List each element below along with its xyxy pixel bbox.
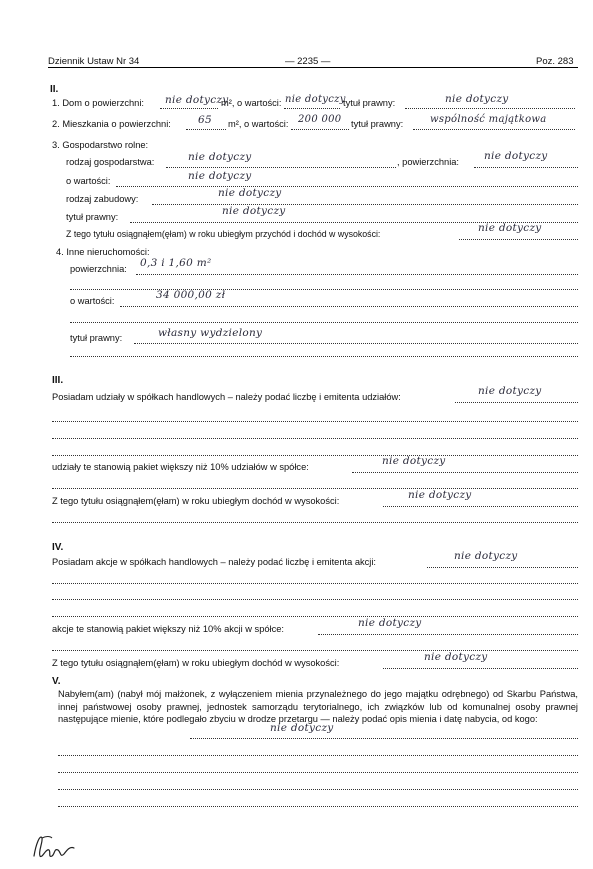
flat-area-line bbox=[186, 129, 226, 130]
flat-value-line bbox=[291, 129, 349, 130]
other-value-value: 34 000,00 zł bbox=[156, 289, 226, 301]
stocks-line-2 bbox=[52, 583, 578, 584]
acquisition-line-3 bbox=[58, 772, 578, 773]
flat-title-line bbox=[413, 129, 575, 130]
farm-type-line bbox=[166, 167, 396, 168]
farm-value-label: o wartości: bbox=[66, 176, 111, 186]
other-area-value: 0,3 i 1,60 m² bbox=[140, 257, 212, 269]
house-value-line bbox=[284, 108, 340, 109]
house-area-label: 1. Dom o powierzchni: bbox=[52, 98, 144, 108]
flat-value-label: m², o wartości: bbox=[228, 119, 289, 129]
farm-income-line bbox=[459, 239, 578, 240]
header-rule bbox=[48, 67, 578, 68]
page-number: — 2235 — bbox=[285, 56, 331, 67]
section-iii-heading: III. bbox=[52, 375, 64, 386]
acquisition-line-2 bbox=[58, 755, 578, 756]
shares-pkg-line bbox=[352, 472, 578, 473]
other-area-line bbox=[136, 274, 578, 275]
acquisition-value: nie dotyczy bbox=[270, 722, 334, 734]
farm-value-line bbox=[116, 186, 578, 187]
house-area-line bbox=[160, 108, 218, 109]
shares-pkg-label: udziały te stanowią pakiet większy niż 10% udziałów w spółce: bbox=[52, 462, 309, 472]
section-ii-heading: II. bbox=[50, 84, 59, 95]
farm-value-value: nie dotyczy bbox=[188, 170, 252, 182]
shares-line bbox=[455, 402, 578, 403]
other-value-line bbox=[120, 306, 578, 307]
shares-pkg-line-2 bbox=[52, 488, 578, 489]
other-title-line-2 bbox=[70, 356, 578, 357]
other-value-label: o wartości: bbox=[70, 296, 115, 306]
shares-pkg-value: nie dotyczy bbox=[382, 455, 446, 467]
house-value-value: nie dotyczy bbox=[285, 94, 346, 105]
other-area-line-2 bbox=[70, 289, 578, 290]
farm-area-label: , powierzchnia: bbox=[397, 157, 460, 167]
farm-build-value: nie dotyczy bbox=[218, 187, 282, 199]
stocks-value: nie dotyczy bbox=[454, 550, 518, 562]
house-value-label: m², o wartości: bbox=[221, 98, 282, 108]
journal-title: Dziennik Ustaw Nr 34 bbox=[48, 56, 140, 67]
farm-area-value: nie dotyczy bbox=[484, 150, 548, 162]
acquisition-line-5 bbox=[58, 806, 578, 807]
stocks-pkg-value: nie dotyczy bbox=[358, 617, 422, 629]
flat-value-value: 200 000 bbox=[298, 114, 342, 125]
other-value-line-2 bbox=[70, 322, 578, 323]
other-title-label: tytuł prawny: bbox=[70, 333, 123, 343]
farm-title-label: tytuł prawny: bbox=[66, 212, 119, 222]
stocks-line bbox=[427, 567, 578, 568]
other-heading: 4. Inne nieruchomości: bbox=[56, 247, 150, 257]
stocks-pkg-line-2 bbox=[52, 650, 578, 651]
shares-line-3 bbox=[52, 438, 578, 439]
shares-income-value: nie dotyczy bbox=[408, 489, 472, 501]
shares-income-label: Z tego tytułu osiągnąłem(ęłam) w roku ubiegłym dochód w wysokości: bbox=[52, 496, 340, 506]
stocks-line-3 bbox=[52, 599, 578, 600]
farm-area-line bbox=[474, 167, 578, 168]
signature bbox=[30, 828, 80, 869]
position-number: Poz. 283 bbox=[536, 56, 574, 67]
farm-income-label: Z tego tytułu osiągnąłem(ęłam) w roku ubiegłym przychód i dochód w wysokości: bbox=[66, 229, 381, 239]
farm-type-value: nie dotyczy bbox=[188, 151, 252, 163]
shares-income-line bbox=[383, 506, 578, 507]
house-title-label: tytuł prawny: bbox=[343, 98, 396, 108]
house-title-value: nie dotyczy bbox=[445, 93, 509, 105]
farm-title-value: nie dotyczy bbox=[222, 205, 286, 217]
farm-heading: 3. Gospodarstwo rolne: bbox=[52, 140, 149, 150]
flat-area-label: 2. Mieszkania o powierzchni: bbox=[52, 119, 171, 129]
farm-type-label: rodzaj gospodarstwa: bbox=[66, 157, 155, 167]
stocks-income-line bbox=[383, 668, 578, 669]
shares-line-2 bbox=[52, 421, 578, 422]
stocks-label: Posiadam akcje w spółkach handlowych – należy podać liczbę i emitenta akcji: bbox=[52, 557, 377, 567]
section-iv-heading: IV. bbox=[52, 542, 64, 553]
flat-area-value: 65 bbox=[198, 114, 212, 126]
stocks-pkg-line bbox=[318, 634, 578, 635]
flat-title-value: wspólność majątkowa bbox=[430, 114, 547, 125]
acquisition-text: Nabyłem(am) (nabył mój małżonek, z wyłączeniem mienia przynależnego do jego majątku odrębnego) od Skarbu Państwa, innej państwowej osoby prawnej, jednostek samorządu terytorialnego, ich związków lub od komunalnej osoby prawnej następujące mienie, które podlegało zbyciu w drodze przetargu — należy podać opis mienia i datę nabycia, od kogo: bbox=[58, 689, 578, 724]
house-area-value: nie dotyczy bbox=[165, 94, 229, 106]
shares-line-4 bbox=[52, 455, 578, 456]
other-area-label: powierzchnia: bbox=[70, 264, 127, 274]
farm-build-line bbox=[152, 204, 578, 205]
stocks-line-4 bbox=[52, 616, 578, 617]
other-title-value: własny wydzielony bbox=[158, 327, 263, 339]
signature-mark bbox=[30, 828, 80, 864]
other-title-line bbox=[134, 343, 578, 344]
shares-value: nie dotyczy bbox=[478, 385, 542, 397]
acquisition-line bbox=[190, 738, 578, 739]
shares-income-line-2 bbox=[52, 522, 578, 523]
farm-build-label: rodzaj zabudowy: bbox=[66, 194, 139, 204]
flat-title-label: tytuł prawny: bbox=[351, 119, 404, 129]
section-v-heading: V. bbox=[52, 676, 61, 687]
stocks-pkg-label: akcje te stanowią pakiet większy niż 10% akcji w spółce: bbox=[52, 624, 285, 634]
house-title-line bbox=[405, 108, 575, 109]
acquisition-line-4 bbox=[58, 789, 578, 790]
stocks-income-value: nie dotyczy bbox=[424, 651, 488, 663]
stocks-income-label: Z tego tytułu osiągnąłem(ęłam) w roku ubiegłym dochód w wysokości: bbox=[52, 658, 340, 668]
farm-income-value: nie dotyczy bbox=[478, 222, 542, 234]
shares-label: Posiadam udziały w spółkach handlowych – należy podać liczbę i emitenta udziałów: bbox=[52, 392, 401, 402]
